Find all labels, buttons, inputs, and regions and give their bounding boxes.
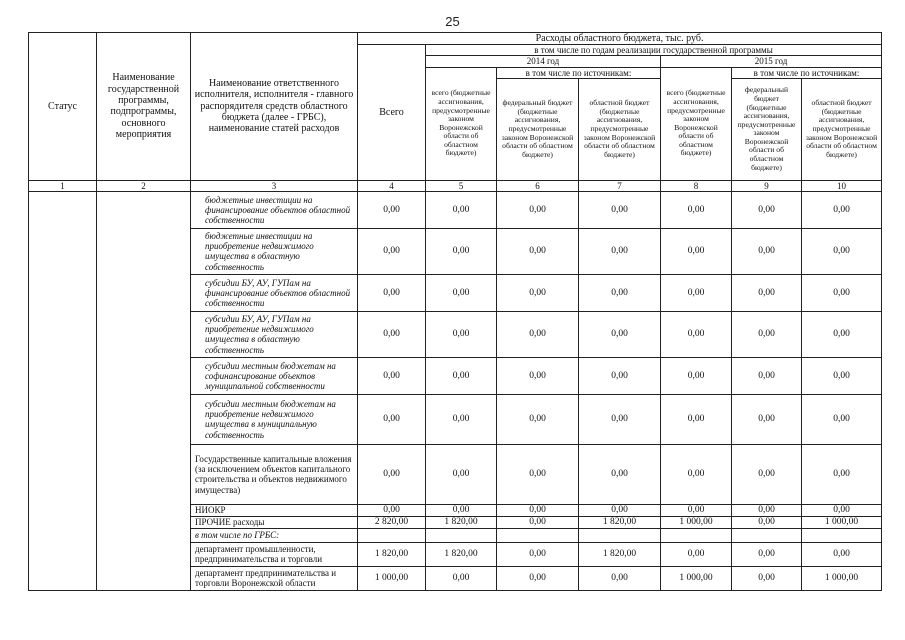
row-label: субсидии БУ, АУ, ГУПам на приобретение недвижимого имущества в областную собственность [191, 311, 358, 357]
value-cell: 0,00 [732, 228, 802, 274]
header-regional-2014: областной бюджет (бюджетные ассигнования, предусмотренные законом Воронежской области об областном бюджете) [579, 78, 661, 180]
value-cell: 0,00 [732, 357, 802, 394]
page-number: 25 [445, 14, 460, 29]
value-cell: 0,00 [426, 444, 497, 504]
value-cell: 0,00 [579, 274, 661, 311]
header-all-budget-2014: всего (бюджетные ассигнования, предусмотренные законом Воронежской области об областном бюджете) [426, 67, 497, 180]
column-number: 1 [29, 180, 97, 191]
header-program-name: Наименование государственной программы, подпрограммы, основного мероприятия [97, 33, 191, 181]
value-cell: 0,00 [732, 311, 802, 357]
row-label: департамент предпринимательства и торговли Воронежской области [191, 566, 358, 590]
value-cell: 0,00 [497, 516, 579, 528]
value-cell: 0,00 [732, 191, 802, 228]
value-cell: 0,00 [497, 394, 579, 444]
row-label: субсидии местным бюджетам на приобретение недвижимого имущества в муниципальную собственность [191, 394, 358, 444]
value-cell: 1 000,00 [802, 516, 882, 528]
row-label: бюджетные инвестиции на финансирование объектов областной собственности [191, 191, 358, 228]
header-by-sources-2014: в том числе по источникам: [497, 67, 661, 78]
value-cell: 0,00 [802, 311, 882, 357]
value-cell: 0,00 [426, 394, 497, 444]
value-cell: 0,00 [661, 357, 732, 394]
value-cell: 0,00 [497, 357, 579, 394]
value-cell: 0,00 [661, 191, 732, 228]
value-cell: 0,00 [802, 357, 882, 394]
value-cell: 1 000,00 [661, 566, 732, 590]
value-cell: 0,00 [497, 311, 579, 357]
value-cell: 0,00 [426, 357, 497, 394]
value-cell: 0,00 [732, 516, 802, 528]
value-cell [732, 528, 802, 542]
value-cell: 1 820,00 [358, 542, 426, 566]
value-cell: 0,00 [579, 394, 661, 444]
column-number: 3 [191, 180, 358, 191]
header-total: Всего [358, 45, 426, 180]
value-cell: 0,00 [802, 504, 882, 516]
value-cell: 0,00 [358, 311, 426, 357]
header-by-sources-2015: в том числе по источникам: [732, 67, 882, 78]
value-cell: 0,00 [358, 394, 426, 444]
value-cell: 0,00 [661, 444, 732, 504]
value-cell: 0,00 [358, 357, 426, 394]
header-status: Статус [29, 33, 97, 181]
header-executor: Наименование ответственного исполнителя, исполнителя - главного распорядителя средств областного бюджета (далее - ГРБС), наименование статей расходов [191, 33, 358, 181]
budget-table [28, 32, 882, 591]
row-label: бюджетные инвестиции на приобретение недвижимого имущества в областную собственность [191, 228, 358, 274]
header-regional-2015: областной бюджет (бюджетные ассигнования, предусмотренные законом Воронежской области об областном бюджете) [802, 78, 882, 180]
value-cell [661, 528, 732, 542]
value-cell: 0,00 [426, 191, 497, 228]
header-all-budget-2015: всего (бюджетные ассигнования, предусмотренные законом Воронежской области об областном бюджете) [661, 67, 732, 180]
value-cell [802, 528, 882, 542]
column-number: 5 [426, 180, 497, 191]
value-cell: 0,00 [661, 311, 732, 357]
value-cell: 1 820,00 [579, 542, 661, 566]
value-cell: 0,00 [802, 191, 882, 228]
row-label: субсидии БУ, АУ, ГУПам на финансирование объектов областной собственности [191, 274, 358, 311]
row-label: субсидии местным бюджетам на софинансирование объектов муниципальной собственности [191, 357, 358, 394]
value-cell: 0,00 [661, 394, 732, 444]
value-cell: 0,00 [579, 444, 661, 504]
column-number: 4 [358, 180, 426, 191]
column-number: 8 [661, 180, 732, 191]
row-label: ПРОЧИЕ расходы [191, 516, 358, 528]
program-cell [97, 191, 191, 590]
value-cell: 0,00 [426, 566, 497, 590]
value-cell [497, 528, 579, 542]
value-cell: 0,00 [579, 566, 661, 590]
value-cell: 0,00 [579, 191, 661, 228]
value-cell: 0,00 [732, 444, 802, 504]
value-cell: 0,00 [579, 504, 661, 516]
value-cell: 0,00 [579, 311, 661, 357]
value-cell: 0,00 [358, 504, 426, 516]
value-cell: 1 820,00 [426, 542, 497, 566]
value-cell: 0,00 [358, 228, 426, 274]
row-label: департамент промышленности, предпринимательства и торговли [191, 542, 358, 566]
value-cell [358, 528, 426, 542]
row-label: НИОКР [191, 504, 358, 516]
value-cell: 0,00 [802, 274, 882, 311]
value-cell: 0,00 [579, 228, 661, 274]
value-cell: 0,00 [802, 228, 882, 274]
value-cell: 0,00 [426, 228, 497, 274]
value-cell: 0,00 [732, 504, 802, 516]
value-cell: 0,00 [426, 311, 497, 357]
status-cell [29, 191, 97, 590]
value-cell: 0,00 [497, 228, 579, 274]
value-cell: 0,00 [497, 542, 579, 566]
header-year-2014: 2014 год [426, 56, 661, 67]
value-cell: 0,00 [426, 504, 497, 516]
column-number: 9 [732, 180, 802, 191]
value-cell: 0,00 [661, 504, 732, 516]
value-cell: 0,00 [732, 566, 802, 590]
value-cell: 1 000,00 [358, 566, 426, 590]
value-cell: 1 820,00 [579, 516, 661, 528]
value-cell: 2 820,00 [358, 516, 426, 528]
header-federal-2014: федеральный бюджет (бюджетные ассигнования, предусмотренные законом Воронежской области об областном бюджете) [497, 78, 579, 180]
value-cell: 0,00 [358, 444, 426, 504]
column-number: 2 [97, 180, 191, 191]
value-cell: 0,00 [497, 274, 579, 311]
value-cell: 0,00 [497, 191, 579, 228]
value-cell: 0,00 [732, 542, 802, 566]
header-federal-2015: федеральный бюджет (бюджетные ассигнования, предусмотренные законом Воронежской области об областном бюджете) [732, 78, 802, 180]
column-number: 6 [497, 180, 579, 191]
column-number: 10 [802, 180, 882, 191]
header-by-years: в том числе по годам реализации государственной программы [426, 45, 882, 56]
value-cell: 1 000,00 [661, 516, 732, 528]
value-cell: 1 000,00 [802, 566, 882, 590]
value-cell: 0,00 [802, 394, 882, 444]
value-cell: 0,00 [426, 274, 497, 311]
value-cell [426, 528, 497, 542]
value-cell: 0,00 [497, 504, 579, 516]
value-cell: 1 820,00 [426, 516, 497, 528]
table-row [29, 191, 882, 228]
header-year-2015: 2015 год [661, 56, 882, 67]
header-budget-title: Расходы областного бюджета, тыс. руб. [358, 33, 882, 45]
value-cell: 0,00 [661, 274, 732, 311]
value-cell: 0,00 [579, 357, 661, 394]
value-cell: 0,00 [732, 394, 802, 444]
value-cell: 0,00 [497, 444, 579, 504]
value-cell: 0,00 [732, 274, 802, 311]
value-cell: 0,00 [802, 542, 882, 566]
row-label: в том числе по ГРБС: [191, 528, 358, 542]
value-cell: 0,00 [358, 274, 426, 311]
row-label: Государственные капитальные вложения (за исключением объектов капитального строительства и объектов недвижимого имущества) [191, 444, 358, 504]
value-cell [579, 528, 661, 542]
value-cell: 0,00 [802, 444, 882, 504]
value-cell: 0,00 [358, 191, 426, 228]
value-cell: 0,00 [497, 566, 579, 590]
column-number-row [29, 180, 882, 191]
column-number: 7 [579, 180, 661, 191]
value-cell: 0,00 [661, 228, 732, 274]
value-cell: 0,00 [661, 542, 732, 566]
